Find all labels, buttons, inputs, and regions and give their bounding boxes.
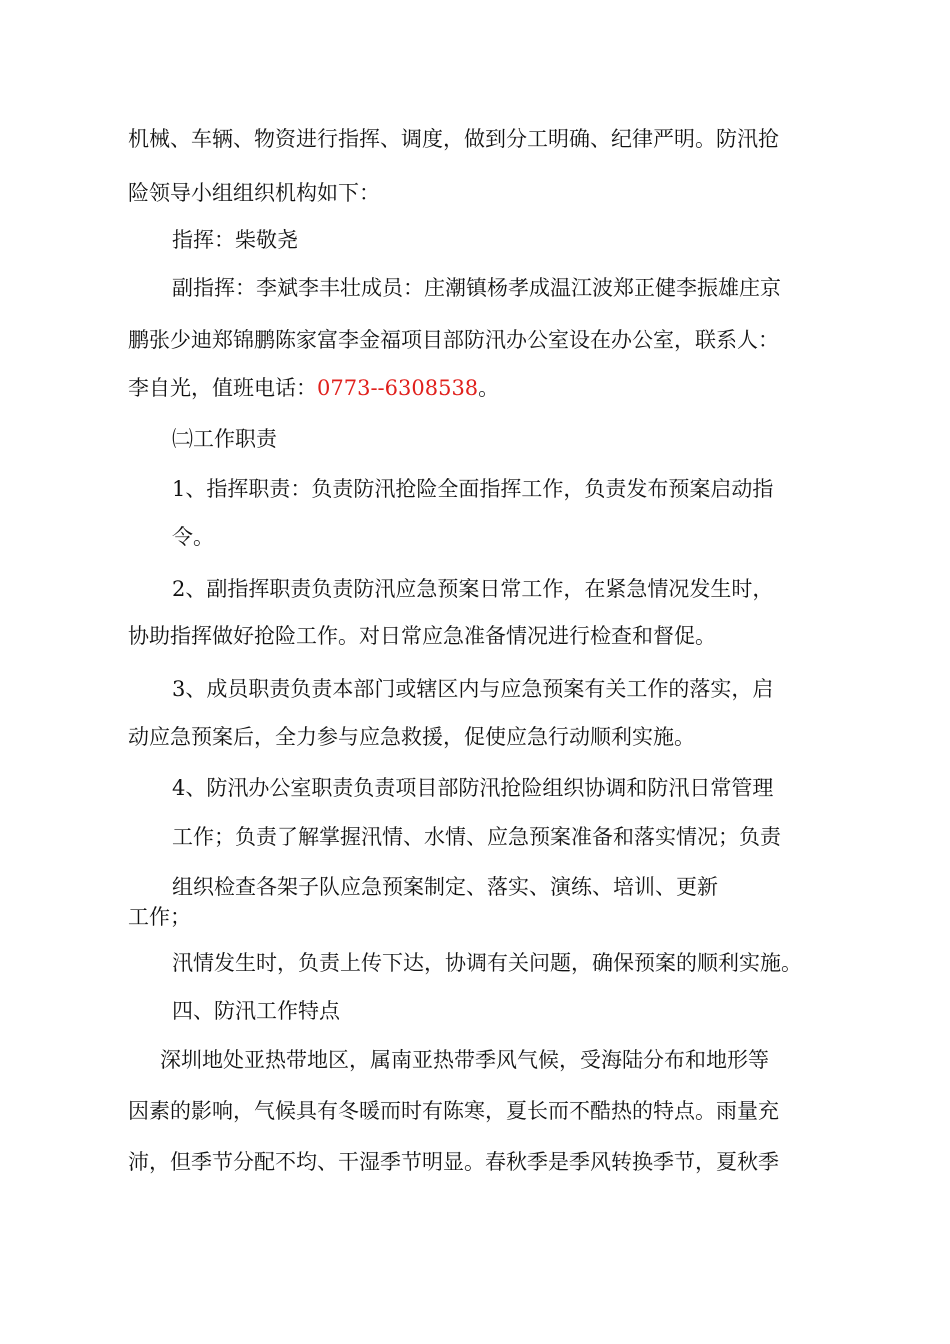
duty-item-1-cont: 令。 <box>172 525 214 549</box>
duty-item-2-cont: 协助指挥做好抢险工作。对日常应急准备情况进行检查和督促。 <box>128 624 716 648</box>
duty-item-3-cont: 动应急预案后，全力参与应急救援，促使应急行动顺利实施。 <box>128 725 695 749</box>
body-line: 沛，但季节分配不均、干湿季节明显。春秋季是季风转换季节，夏秋季 <box>128 1150 779 1174</box>
duty-phone-number: 0773--6308538 <box>317 376 479 400</box>
duty-item-1: 1、指挥职责：负责防汛抢险全面指挥工作，负责发布预案启动指 <box>172 477 774 501</box>
section-heading: 四、防汛工作特点 <box>172 999 340 1023</box>
body-line: 鹏张少迪郑锦鹏陈家富李金福项目部防汛办公室设在办公室，联系人： <box>128 328 779 352</box>
deputy-members-line: 副指挥：李斌李丰壮成员：庄潮镇杨孝成温江波郑正健李振雄庄京 <box>172 276 781 300</box>
contact-line <box>128 373 499 403</box>
duty-item-2: 2、副指挥职责负责防汛应急预案日常工作，在紧急情况发生时， <box>172 577 774 601</box>
duty-item-4-cont: 工作； <box>128 905 191 929</box>
duty-item-4-cont: 组织检查各架子队应急预案制定、落实、演练、培训、更新 <box>172 875 718 899</box>
duty-item-3: 3、成员职责负责本部门或辖区内与应急预案有关工作的落实，启 <box>172 677 774 701</box>
leader-line: 指挥：柴敬尧 <box>172 228 298 252</box>
contact-end: 。 <box>478 376 500 400</box>
body-line: 因素的影响，气候具有冬暖而时有陈寒，夏长而不酷热的特点。雨量充 <box>128 1099 779 1123</box>
duty-item-4-cont: 汛情发生时，负责上传下达，协调有关问题，确保预案的顺利实施。 <box>172 951 802 975</box>
contact-text: 李自光，值班电话： <box>128 376 317 400</box>
body-line: 深圳地处亚热带地区，属南亚热带季风气候，受海陆分布和地形等 <box>160 1048 769 1072</box>
duty-item-4: 4、防汛办公室职责负责项目部防汛抢险组织协调和防汛日常管理 <box>172 776 774 800</box>
section-heading: ㈡工作职责 <box>172 427 277 451</box>
body-line: 险领导小组组织机构如下： <box>128 181 380 205</box>
body-line: 机械、车辆、物资进行指挥、调度，做到分工明确、纪律严明。防汛抢 <box>128 127 779 151</box>
duty-item-4-cont: 工作；负责了解掌握汛情、水情、应急预案准备和落实情况；负责 <box>172 825 781 849</box>
